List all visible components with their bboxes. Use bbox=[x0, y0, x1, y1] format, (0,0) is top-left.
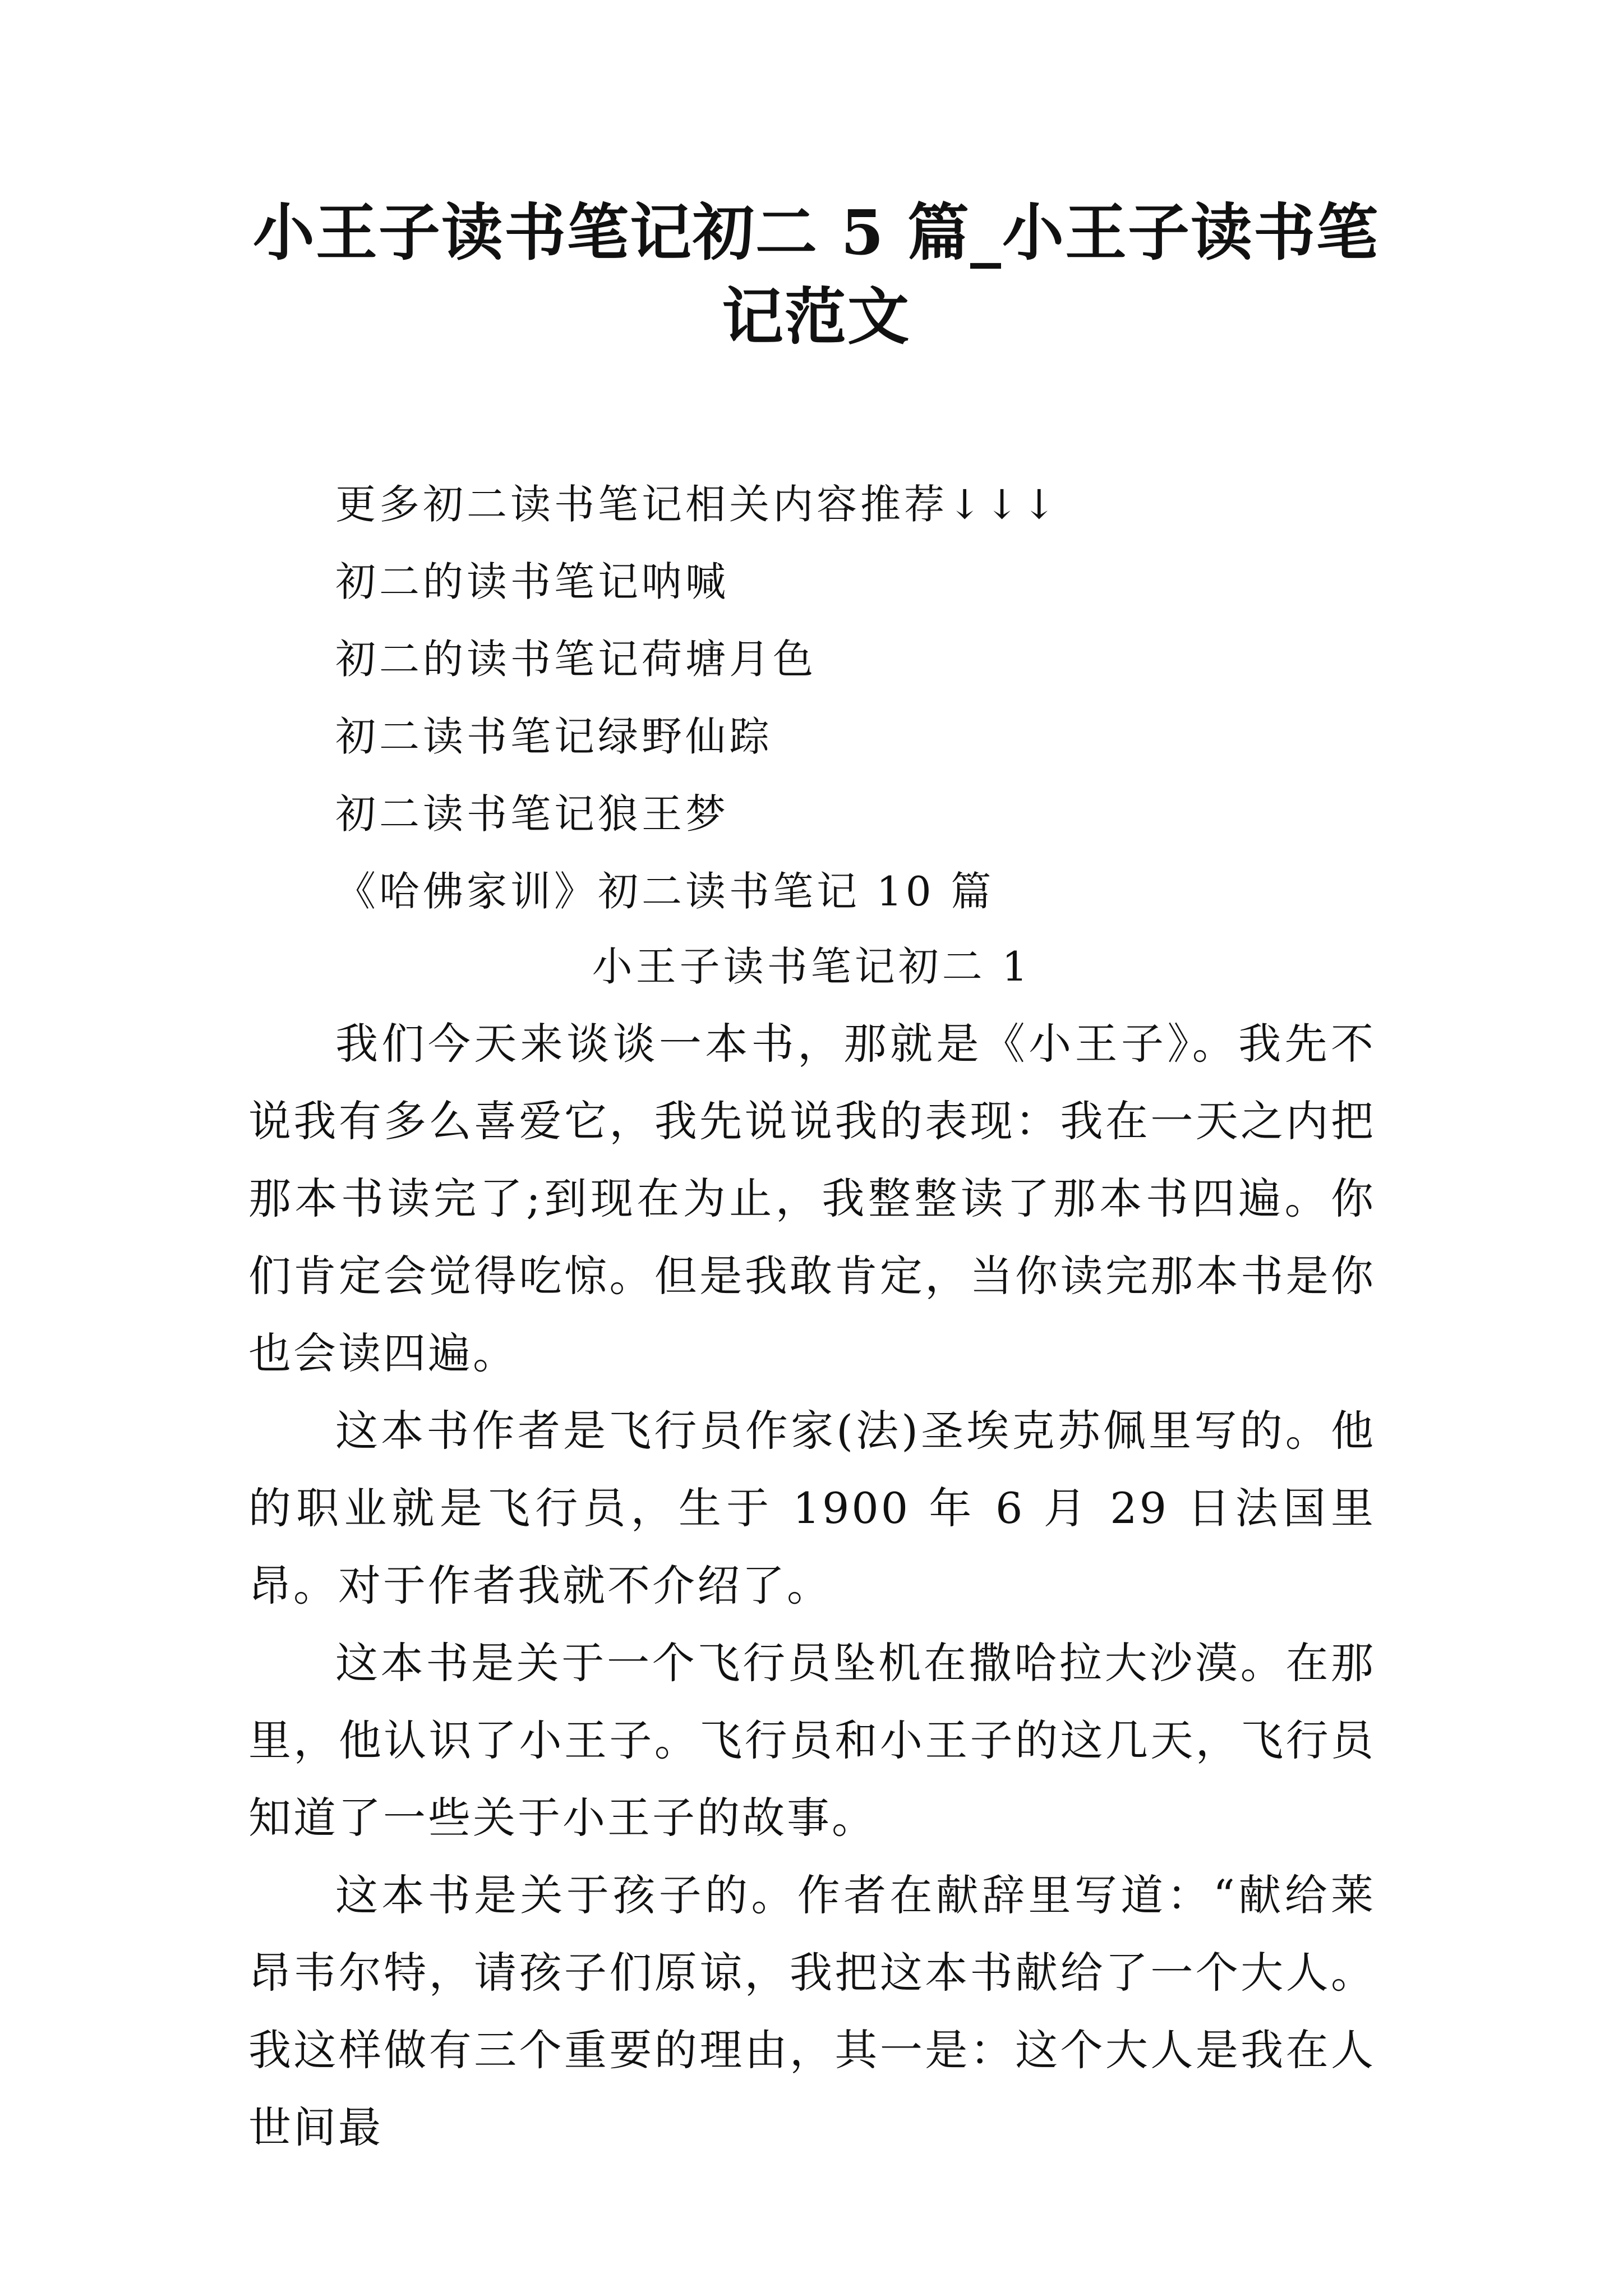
body-paragraph: 这本书是关于一个飞行员坠机在撒哈拉大沙漠。在那里，他认识了小王子。飞行员和小王子的这几天，飞行员知道了一些关于小王子的故事。 bbox=[248, 1638, 1376, 1843]
recommendation-link[interactable]: 初二读书笔记绿野仙踪 bbox=[335, 713, 773, 760]
body-paragraph: 这本书作者是飞行员作家(法)圣埃克苏佩里写的。他的职业就是飞行员，生于 1900 年 6 月 29 日法国里昂。对于作者我就不介绍了。 bbox=[248, 1406, 1376, 1611]
recommendation-link[interactable]: 初二读书笔记狼王梦 bbox=[335, 790, 730, 838]
recommendation-list bbox=[335, 466, 1401, 930]
document-title: 小王子读书笔记初二 5 篇_小王子读书笔记范文 bbox=[252, 196, 1380, 353]
article-body bbox=[248, 1005, 1376, 2166]
recommendation-link[interactable]: 初二的读书笔记呐喊 bbox=[335, 558, 730, 605]
recommendation-header: 更多初二读书笔记相关内容推荐↓↓↓ bbox=[335, 481, 1059, 528]
recommendation-link[interactable]: 初二的读书笔记荷塘月色 bbox=[335, 636, 817, 683]
body-paragraph: 这本书是关于孩子的。作者在献辞里写道：“献给莱昂韦尔特，请孩子们原谅，我把这本书献给了一个大人。我这样做有三个重要的理由，其一是：这个大人是我在人世间最 bbox=[248, 1870, 1376, 2152]
recommendation-link[interactable]: 《哈佛家训》初二读书笔记 10 篇 bbox=[335, 868, 995, 915]
section-heading: 小王子读书笔记初二 1 bbox=[592, 943, 1031, 990]
body-paragraph: 我们今天来谈谈一本书，那就是《小王子》。我先不说我有多么喜爱它，我先说说我的表现：我在一天之内把那本书读完了;到现在为止，我整整读了那本书四遍。你们肯定会觉得吃惊。但是我敢肯定，当你读完那本书是你也会读四遍。 bbox=[248, 1019, 1376, 1378]
